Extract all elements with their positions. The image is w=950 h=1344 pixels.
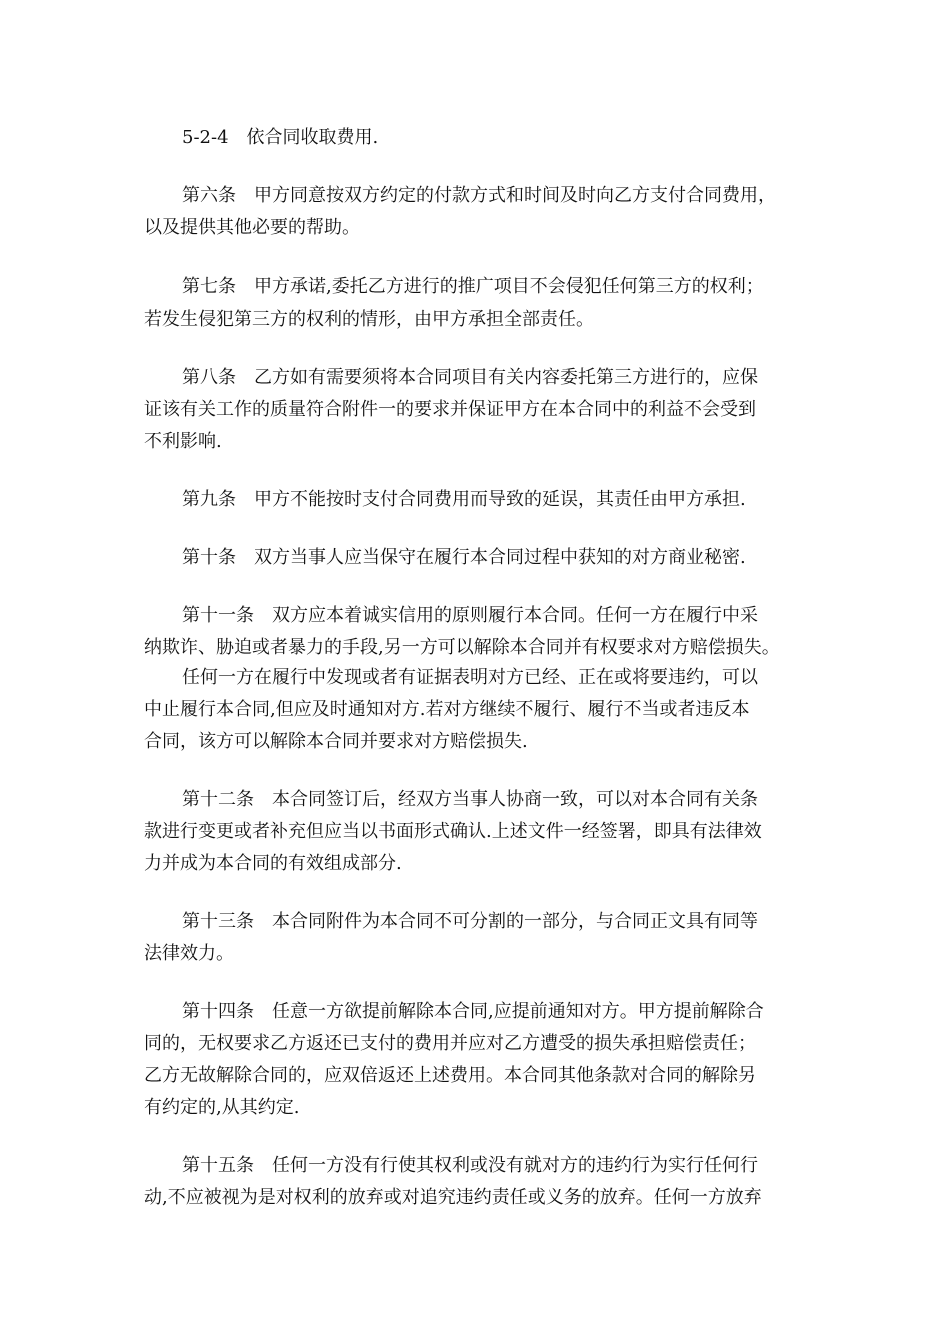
article-11-line-2: 纳欺诈、胁迫或者暴力的手段,另一方可以解除本合同并有权要求对方赔偿损失。	[144, 637, 780, 658]
article-15-line-1: 第十五条 任何一方没有行使其权利或没有就对方的违约行为实行任何行	[182, 1155, 758, 1176]
article-11-line-5: 合同，该方可以解除本合同并要求对方赔偿损失.	[144, 731, 528, 752]
clause-5-2-4: 5-2-4 依合同收取费用.	[182, 127, 379, 148]
article-7-line-2: 若发生侵犯第三方的权利的情形，由甲方承担全部责任。	[144, 309, 594, 330]
article-9: 第九条 甲方不能按时支付合同费用而导致的延误，其责任由甲方承担.	[182, 489, 746, 510]
article-14-line-4: 有约定的,从其约定.	[144, 1097, 300, 1118]
article-6-line-1: 第六条 甲方同意按双方约定的付款方式和时间及时向乙方支付合同费用，	[182, 185, 776, 206]
article-13-line-1: 第十三条 本合同附件为本合同不可分割的一部分，与合同正文具有同等	[182, 911, 758, 932]
article-14-line-3: 乙方无故解除合同的，应双倍返还上述费用。本合同其他条款对合同的解除另	[144, 1065, 756, 1086]
article-7-line-1: 第七条 甲方承诺,委托乙方进行的推广项目不会侵犯任何第三方的权利；	[182, 276, 764, 297]
article-6-line-2: 以及提供其他必要的帮助。	[144, 217, 360, 238]
article-10: 第十条 双方当事人应当保守在履行本合同过程中获知的对方商业秘密.	[182, 547, 746, 568]
article-14-line-2: 同的，无权要求乙方返还已支付的费用并应对乙方遭受的损失承担赔偿责任；	[144, 1033, 756, 1054]
article-11-line-4: 中止履行本合同,但应及时通知对方.若对方继续不履行、履行不当或者违反本	[144, 699, 750, 720]
article-15-line-2: 动,不应被视为是对权利的放弃或对追究违约责任或义务的放弃。任何一方放弃	[144, 1187, 762, 1208]
article-12-line-1: 第十二条 本合同签订后，经双方当事人协商一致，可以对本合同有关条	[182, 789, 758, 810]
article-14-line-1: 第十四条 任意一方欲提前解除本合同,应提前通知对方。甲方提前解除合	[182, 1001, 764, 1022]
article-11-line-3: 任何一方在履行中发现或者有证据表明对方已经、正在或将要违约，可以	[182, 667, 758, 688]
article-8-line-1: 第八条 乙方如有需要须将本合同项目有关内容委托第三方进行的，应保	[182, 367, 758, 388]
article-13-line-2: 法律效力。	[144, 943, 234, 964]
article-12-line-2: 款进行变更或者补充但应当以书面形式确认.上述文件一经签署，即具有法律效	[144, 821, 762, 842]
article-8-line-3: 不利影响.	[144, 431, 222, 452]
article-11-line-1: 第十一条 双方应本着诚实信用的原则履行本合同。任何一方在履行中采	[182, 605, 758, 626]
article-12-line-3: 力并成为本合同的有效组成部分.	[144, 853, 402, 874]
article-8-line-2: 证该有关工作的质量符合附件一的要求并保证甲方在本合同中的利益不会受到	[144, 399, 756, 420]
